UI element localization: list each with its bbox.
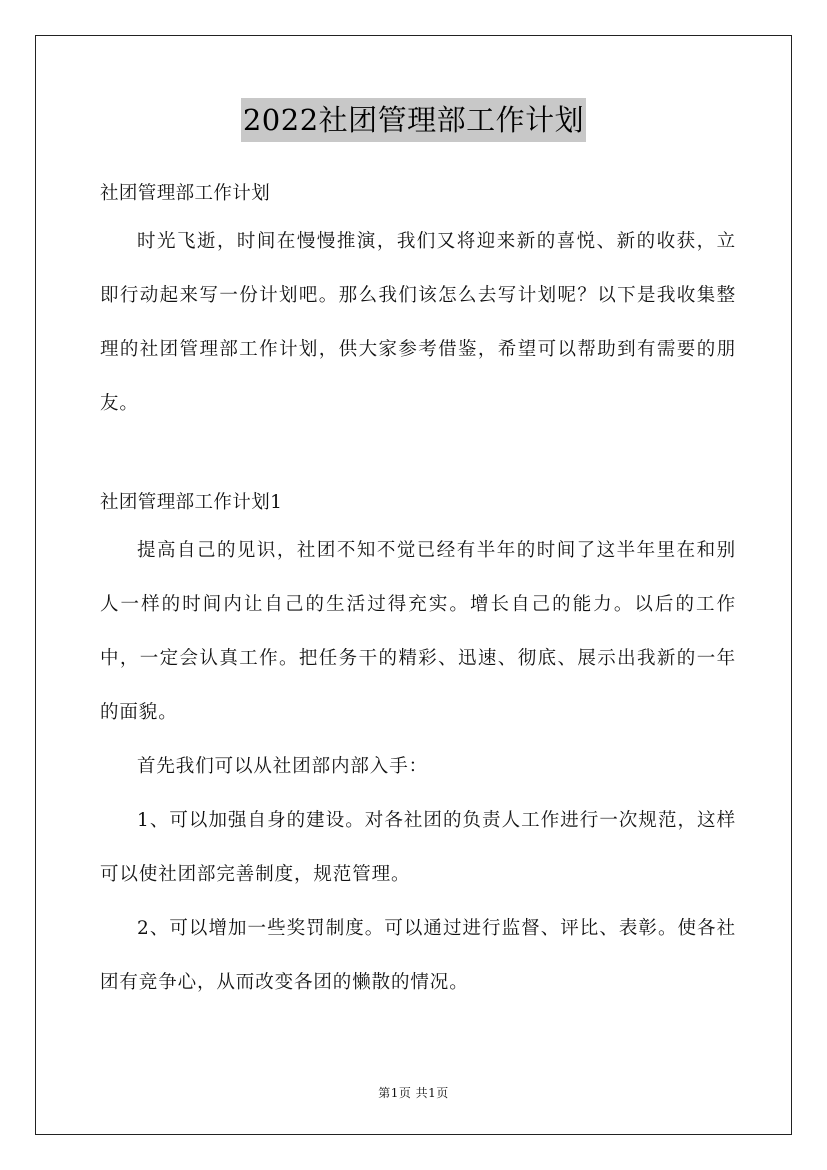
section1-paragraph-3: 1、可以加强自身的建设。对各社团的负责人工作进行一次规范，这样可以使社团部完善制度，规范管理。 [100, 810, 736, 885]
section-spacer [100, 431, 736, 485]
section1-paragraph-1: 提高自己的见识，社团不知不觉已经有半年的时间了这半年里在和别人一样的时间内让自己的生活过得充实。增长自己的能力。以后的工作中，一定会认真工作。把任务干的精彩、迅速、彻底、展示出我新的一年的面貌。 [100, 540, 736, 723]
title-container [0, 98, 827, 142]
section1-heading: 社团管理部工作计划1 [100, 492, 283, 513]
section1-paragraph-4: 2、可以增加一些奖罚制度。可以通过进行监督、评比、表彰。使各社团有竞争心，从而改变各团的懒散的情况。 [100, 918, 736, 993]
section1-paragraph-2: 首先我们可以从社团部内部入手： [137, 756, 429, 777]
page-footer: 第1页 共1页 [378, 1086, 449, 1100]
document-body [100, 172, 736, 1010]
intro-paragraph: 时光飞逝，时间在慢慢推演，我们又将迎来新的喜悦、新的收获，立即行动起来写一份计划吧。那么我们该怎么去写计划呢？以下是我收集整理的社团管理部工作计划，供大家参考借鉴，希望可以帮助到有需要的朋友。 [100, 231, 736, 414]
intro-heading: 社团管理部工作计划 [100, 183, 271, 204]
document-title: 2022社团管理部工作计划 [241, 98, 586, 142]
